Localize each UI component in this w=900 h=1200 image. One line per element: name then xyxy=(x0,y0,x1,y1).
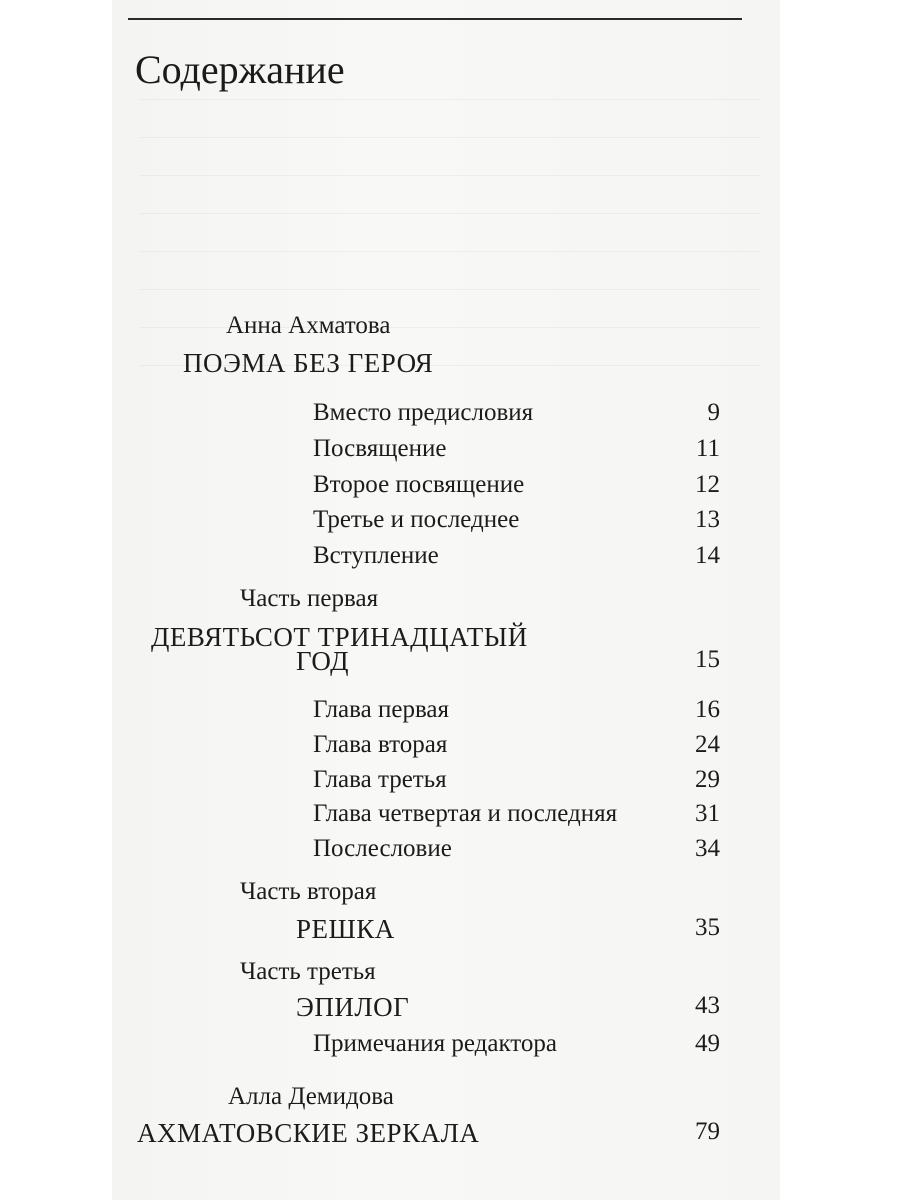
toc-entry-label: Глава третья xyxy=(313,766,447,793)
page-title: Содержание xyxy=(135,47,345,92)
author-name: Алла Демидова xyxy=(228,1083,394,1110)
toc-entry-label: Глава четвертая и последняя xyxy=(313,800,618,827)
toc-entry-label: Примечания редактора xyxy=(313,1030,557,1057)
toc-entry-label: Вместо предисловия xyxy=(313,399,534,426)
toc-entry-label: Глава первая xyxy=(313,696,450,723)
part-title: РЕШКА xyxy=(296,914,395,944)
toc-entry-page: 15 xyxy=(695,646,720,673)
toc-entry-label: Глава вторая xyxy=(313,731,448,758)
toc-entry-label: Посвящение xyxy=(313,435,447,462)
part-label: Часть первая xyxy=(240,585,379,612)
toc-entry-page: 14 xyxy=(695,542,720,569)
toc-entry-label: Вступление xyxy=(313,542,439,569)
toc-entry-page: 31 xyxy=(695,800,720,827)
toc-entry-page: 35 xyxy=(695,914,720,941)
part-title: ГОД xyxy=(296,646,350,676)
author-name: Анна Ахматова xyxy=(226,312,391,339)
work-title: АХМАТОВСКИЕ ЗЕРКАЛА xyxy=(137,1118,480,1148)
part-title: ЭПИЛОГ xyxy=(296,992,410,1022)
toc-entry-page: 43 xyxy=(695,992,720,1019)
toc-entry-page: 12 xyxy=(695,471,720,498)
toc-entry-page: 9 xyxy=(707,399,720,426)
toc-entry-page: 24 xyxy=(695,731,720,758)
part-title: ДЕВЯТЬСОТ ТРИНАДЦАТЫЙ xyxy=(151,622,528,652)
part-label: Часть третья xyxy=(240,958,376,985)
toc-entry-label: Третье и последнее xyxy=(313,506,520,533)
part-label: Часть вторая xyxy=(240,878,377,905)
toc-entry-page: 34 xyxy=(695,835,720,862)
toc-entry-page: 29 xyxy=(695,766,720,793)
toc-entry-label: Послесловие xyxy=(313,835,452,862)
toc-entry-page: 11 xyxy=(695,435,720,462)
toc-entry-page: 49 xyxy=(695,1030,720,1057)
top-rule xyxy=(128,18,742,20)
toc-entry-label: Второе посвящение xyxy=(313,471,525,498)
toc-entry-page: 79 xyxy=(695,1118,720,1145)
work-title: ПОЭМА БЕЗ ГЕРОЯ xyxy=(183,348,434,378)
toc-entry-page: 13 xyxy=(695,506,720,533)
toc-entry-page: 16 xyxy=(695,696,720,723)
